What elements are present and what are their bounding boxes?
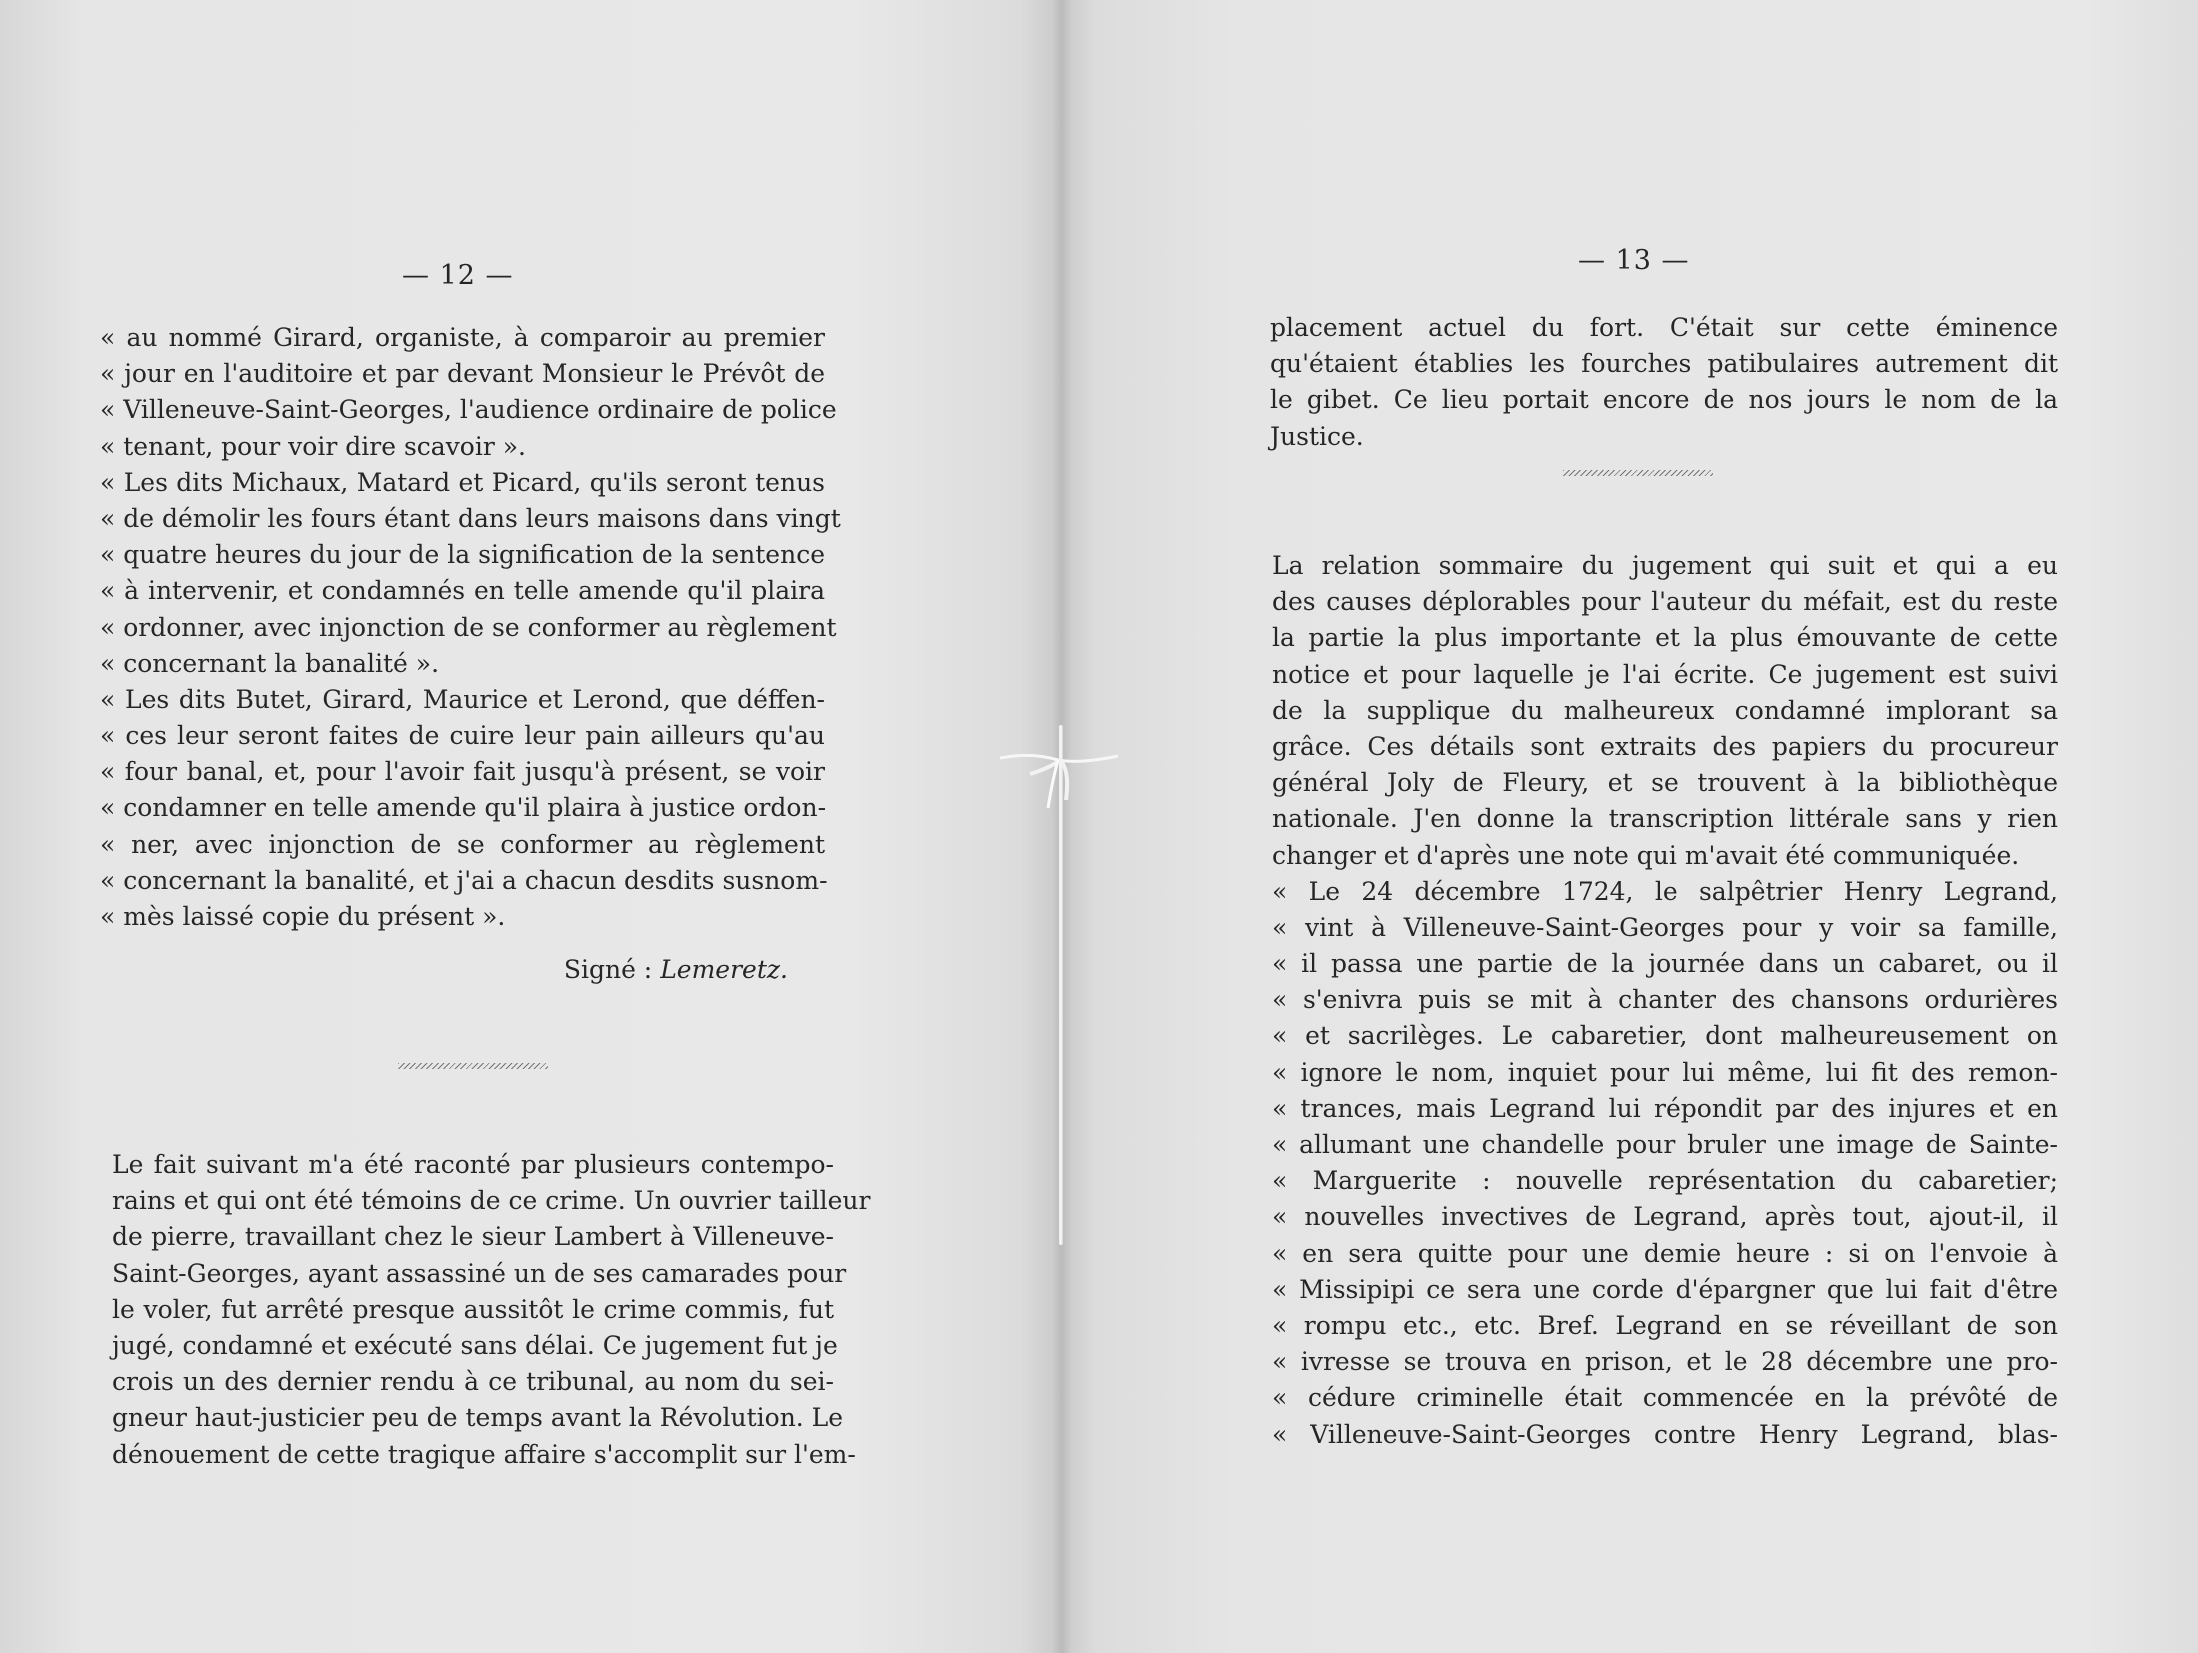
right-page bbox=[1062, 0, 2198, 1653]
signature bbox=[100, 952, 788, 988]
text-line: « allumant une chandelle pour bruler une image de Sainte- bbox=[1272, 1130, 2058, 1159]
text-line: de pierre, travaillant chez le sieur Lambert à Villeneuve- bbox=[112, 1222, 834, 1252]
right-text-block-1 bbox=[1270, 310, 2058, 455]
left-page bbox=[0, 0, 1062, 1653]
text-line: le voler, fut arrêté presque aussitôt le crime commis, fut bbox=[112, 1294, 834, 1324]
text-line: Saint-Georges, ayant assassiné un de ses camarades pour bbox=[112, 1258, 847, 1288]
text-line: « four banal, et, pour l'avoir fait jusqu'à présent, se voir bbox=[100, 757, 825, 787]
text-line: rains et qui ont été témoins de ce crime. Un ouvrier tailleur bbox=[112, 1186, 871, 1216]
text-line: « il passa une partie de la journée dans un cabaret, ou il bbox=[1272, 949, 2058, 979]
text-line: jugé, condamné et exécuté sans délai. Ce jugement fut je bbox=[112, 1330, 838, 1360]
text-line: « ordonner, avec injonction de se conformer au règlement bbox=[100, 612, 837, 642]
text-line: « trances, mais Legrand lui répondit par des injures et en bbox=[1272, 1093, 2058, 1123]
text-line: gneur haut-justicier peu de temps avant la Révolution. Le bbox=[112, 1403, 844, 1433]
text-line: le gibet. Ce lieu portait encore de nos jours le nom de la bbox=[1270, 385, 2058, 415]
text-line: « jour en l'auditoire et par devant Monsieur le Prévôt de bbox=[100, 359, 825, 389]
page-number-12: — 12 — bbox=[402, 260, 514, 291]
text-line: général Joly de Fleury, et se trouvent à la bibliothèque bbox=[1272, 768, 2058, 798]
text-line: notice et pour laquelle je l'ai écrite. Ce jugement est suivi bbox=[1272, 659, 2058, 689]
left-text-block-2 bbox=[112, 1147, 871, 1473]
text-line: « ces leur seront faites de cuire leur pain ailleurs qu'au bbox=[100, 721, 825, 751]
text-line: crois un des dernier rendu à ce tribunal, au nom du sei- bbox=[112, 1367, 834, 1397]
text-line: « Les dits Michaux, Matard et Picard, qu'ils seront tenus bbox=[100, 467, 825, 497]
text-line: « Villeneuve-Saint-Georges contre Henry Legrand, blas- bbox=[1272, 1419, 2058, 1449]
section-divider-right bbox=[1563, 470, 1713, 476]
text-line: la partie la plus importante et la plus émouvante de cette bbox=[1272, 623, 2058, 653]
text-line: « Marguerite : nouvelle représentation du cabaretier; bbox=[1272, 1166, 2058, 1196]
section-divider-left bbox=[398, 1063, 548, 1069]
text-line: Le fait suivant m'a été raconté par plusieurs contempo- bbox=[112, 1150, 834, 1179]
text-line: changer et d'après une note qui m'avait été communiquée. bbox=[1272, 840, 2020, 870]
text-line: « Les dits Butet, Girard, Maurice et Lerond, que déffen- bbox=[100, 684, 825, 714]
text-line: « cédure criminelle était commencée en la prévôté de bbox=[1272, 1383, 2058, 1413]
text-line: « nouvelles invectives de Legrand, après tout, ajout-il, il bbox=[1272, 1202, 2058, 1232]
text-line: « au nommé Girard, organiste, à comparoir au premier bbox=[100, 323, 825, 352]
text-line: qu'étaient établies les fourches patibulaires autrement dit bbox=[1270, 349, 2058, 379]
binding-knot-icon bbox=[1000, 730, 1120, 810]
text-line: nationale. J'en donne la transcription littérale sans y rien bbox=[1272, 804, 2058, 834]
text-line: de la supplique du malheureux condamné implorant sa bbox=[1272, 695, 2058, 725]
text-line: « vint à Villeneuve-Saint-Georges pour y voir sa famille, bbox=[1272, 912, 2058, 942]
text-line: des causes déplorables pour l'auteur du méfait, est du reste bbox=[1272, 587, 2058, 617]
text-line: « s'enivra puis se mit à chanter des chansons ordurières bbox=[1272, 985, 2058, 1015]
page-number-13: — 13 — bbox=[1578, 245, 1690, 276]
text-line: « en sera quitte pour une demie heure : si on l'envoie à bbox=[1272, 1238, 2058, 1268]
text-line: « concernant la banalité ». bbox=[100, 648, 440, 678]
signature-label: Signé : bbox=[563, 955, 661, 984]
right-text-block-2 bbox=[1272, 548, 2058, 1453]
left-text-block-1 bbox=[100, 320, 841, 935]
text-line: « Villeneuve-Saint-Georges, l'audience ordinaire de police bbox=[100, 395, 837, 425]
text-line: « mès laissé copie du présent ». bbox=[100, 902, 506, 931]
text-line: « à intervenir, et condamnés en telle amende qu'il plaira bbox=[100, 576, 825, 606]
text-line: « de démolir les fours étant dans leurs maisons dans vingt bbox=[100, 503, 841, 533]
text-line: « quatre heures du jour de la signification de la sentence bbox=[100, 540, 825, 570]
text-line: « Missipipi ce sera une corde d'épargner que lui fait d'être bbox=[1272, 1274, 2058, 1304]
text-line: « ivresse se trouva en prison, et le 28 décembre une pro- bbox=[1272, 1347, 2058, 1377]
text-line: Justice. bbox=[1270, 421, 1364, 451]
text-line: placement actuel du fort. C'était sur cette éminence bbox=[1270, 313, 2058, 342]
text-line: « ner, avec injonction de se conformer au règlement bbox=[100, 829, 825, 859]
text-line: « ignore le nom, inquiet pour lui même, lui fit des remon- bbox=[1272, 1057, 2058, 1087]
text-line: « rompu etc., etc. Bref. Legrand en se réveillant de son bbox=[1272, 1310, 2058, 1340]
text-line: grâce. Ces détails sont extraits des papiers du procureur bbox=[1272, 731, 2058, 761]
text-line: « Le 24 décembre 1724, le salpêtrier Henry Legrand, bbox=[1272, 876, 2058, 906]
text-line: « tenant, pour voir dire scavoir ». bbox=[100, 431, 526, 461]
text-line: « condamner en telle amende qu'il plaira à justice ordon- bbox=[100, 793, 827, 823]
text-line: « et sacrilèges. Le cabaretier, dont malheureusement on bbox=[1272, 1021, 2058, 1051]
text-line: « concernant la banalité, et j'ai a chacun desdits susnom- bbox=[100, 865, 828, 895]
text-line: La relation sommaire du jugement qui suit et qui a eu bbox=[1272, 551, 2058, 580]
text-line: dénouement de cette tragique affaire s'accomplit sur l'em- bbox=[112, 1439, 856, 1469]
signature-name: Lemeretz. bbox=[660, 955, 788, 984]
